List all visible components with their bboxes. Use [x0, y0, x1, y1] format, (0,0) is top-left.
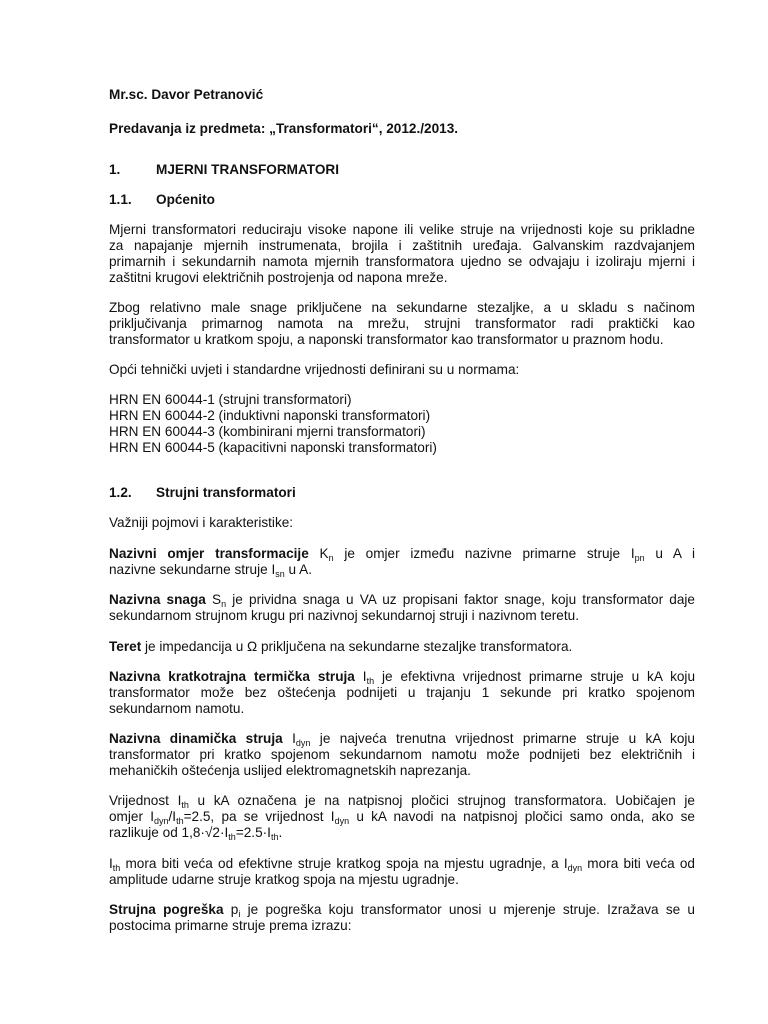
course-title: Predavanja iz predmeta: „Transformatori“, 2012./2013.	[109, 121, 459, 136]
symbol-subscript: dyn	[567, 863, 583, 873]
definition-line	[109, 731, 695, 747]
paragraph-line: Zbog relativno male snage priključene na sekundarne stezaljke, a u skladu s načinom	[109, 300, 695, 315]
symbol-subscript: th	[176, 816, 184, 826]
paragraph-line	[109, 856, 695, 872]
paragraph-line	[109, 793, 695, 809]
norm-item: HRN EN 60044-2 (induktivni naponski transformatori)	[109, 408, 431, 423]
definition-line	[109, 902, 695, 918]
definition-term: Strujna pogreška	[109, 902, 224, 917]
definition-line: transformator pri kratko spojenom sekundarnom namotu može podnijeti bez električnih i	[109, 747, 695, 762]
definition-line: postocima primarne struje prema izrazu:	[109, 918, 352, 933]
text: u kA označena je na natpisnoj pločici strujnog transformatora. Uobičajen je	[197, 793, 695, 808]
text: Vrijednost I	[109, 793, 182, 808]
definition-term: Nazivna kratkotrajna termička struja	[109, 669, 355, 684]
symbol-subscript: th	[270, 832, 279, 842]
symbol-subscript: dyn	[334, 816, 350, 826]
paragraph-line: Važniji pojmovi i karakteristike:	[109, 515, 294, 530]
section-heading-1	[109, 162, 339, 178]
definition-term: Nazivni omjer transformacije	[109, 546, 309, 561]
paragraph-line: transformator u kratkom spoju, a naponski transformator kao transformator u praznom hodu.	[109, 332, 664, 347]
symbol-subscript: n	[328, 553, 334, 563]
text: =2.5·I	[235, 825, 271, 840]
author-name: Mr.sc. Davor Petranović	[109, 87, 264, 102]
paragraph-line	[109, 825, 282, 841]
symbol: I	[362, 669, 367, 684]
section-number: 1.2.	[109, 485, 132, 500]
definition-line: transformator može bez oštećenja podnijeti u trajanju 1 sekunde pri kratko spojenom	[109, 685, 695, 700]
definition-line	[109, 592, 695, 608]
text: /I	[168, 809, 177, 824]
definition-line	[109, 562, 312, 578]
symbol-subscript: i	[238, 909, 241, 919]
definition-term: Nazivna dinamička struja	[109, 731, 283, 746]
symbol-subscript: th	[181, 800, 189, 810]
section-title: MJERNI TRANSFORMATORI	[156, 162, 340, 177]
text: mora biti veća od	[587, 856, 695, 871]
section-heading-1-1	[109, 192, 215, 208]
section-heading-1-2	[109, 485, 296, 501]
norm-item: HRN EN 60044-5 (kapacitivni naponski transformatori)	[109, 440, 437, 455]
text: .	[278, 825, 283, 840]
paragraph-line: priključivanja primarnog namota na mrežu, strujni transformator radi praktički kao	[109, 316, 695, 331]
symbol-subscript: n	[221, 599, 227, 609]
paragraph-line: Opći tehnički uvjeti i standardne vrijednosti definirani su u normama:	[109, 362, 520, 377]
definition-text: je omjer između nazivne primarne struje I	[344, 546, 635, 561]
definition-text: nazivne sekundarne struje I	[109, 562, 276, 577]
definition-text: je pogreška koju transformator unosi u mjerenje struje. Izražava se u	[247, 902, 695, 917]
paragraph-line: Mjerni transformatori reduciraju visoke napone ili velike struje na vrijednosti koje su prikladne	[109, 222, 695, 237]
norm-item: HRN EN 60044-1 (strujni transformatori)	[109, 392, 352, 407]
definition-text: je efektivna vrijednost primarne struje u kA koju	[382, 669, 696, 684]
section-title: Općenito	[156, 192, 215, 207]
symbol: p	[230, 902, 239, 917]
definition-text: u A.	[288, 562, 312, 577]
symbol-subscript: dyn	[295, 738, 311, 748]
text: I	[109, 856, 113, 871]
paragraph-line: amplitude udarne struje kratkog spoja na mjestu ugradnje.	[109, 872, 459, 887]
definition-line	[109, 546, 695, 562]
definition-line	[109, 639, 572, 655]
paragraph-line: zaštitni krugovi električnih postrojenja od napona mreže.	[109, 270, 448, 285]
definition-line: sekundarnom strujnom krugu pri nazivnoj sekundarnoj struji i nazivnom teretu.	[109, 608, 579, 623]
paragraph-line	[109, 809, 695, 825]
paragraph-line: za napajanje mjernih instrumenata, brojila i zaštitnih uređaja. Galvanskim razdvajanjem	[109, 238, 695, 253]
definition-text: u A i	[655, 546, 695, 561]
text: u kA navodi na natpisnoj pločici samo onda, ako se	[356, 809, 695, 824]
symbol-subscript: th	[366, 676, 375, 686]
definition-term: Nazivna snaga	[109, 592, 206, 607]
symbol-subscript: sn	[275, 569, 285, 579]
paragraph-line: primarnih i sekundarnih namota mjernih transformatora ujedno se odvajaju i izoliraju mjerni i	[109, 254, 695, 269]
symbol-subscript: th	[228, 832, 236, 842]
text: =2.5, pa se vrijednost I	[183, 809, 335, 824]
symbol-subscript: th	[112, 863, 121, 873]
definition-text: je impedancija u Ω priključena na sekundarne stezaljke transformatora.	[145, 639, 573, 654]
definition-line: mehaničkih oštećenja uslijed elektromagnetskih naprezanja.	[109, 763, 471, 778]
definition-text: je prividna snaga u VA uz propisani faktor snage, koju transformator daje	[232, 592, 695, 607]
symbol: K	[319, 546, 329, 561]
symbol-subscript: dyn	[154, 816, 169, 826]
text: razlikuje od 1,8·√2·I	[109, 825, 229, 840]
section-number: 1.1.	[109, 192, 132, 207]
section-number: 1.	[109, 162, 121, 177]
definition-term: Teret	[109, 639, 142, 654]
section-title: Strujni transformatori	[156, 485, 296, 500]
text: omjer I	[109, 809, 154, 824]
definition-text: je najveća trenutna vrijednost primarne struje u kA koju	[319, 731, 695, 746]
symbol-subscript: pn	[634, 553, 645, 563]
norm-item: HRN EN 60044-3 (kombinirani mjerni transformatori)	[109, 424, 426, 439]
text: mora biti veća od efektivne struje kratkog spoja na mjestu ugradnje, a I	[125, 856, 568, 871]
symbol: I	[292, 731, 296, 746]
symbol: S	[212, 592, 222, 607]
definition-line	[109, 669, 695, 685]
definition-line: sekundarnom namotu.	[109, 701, 245, 716]
